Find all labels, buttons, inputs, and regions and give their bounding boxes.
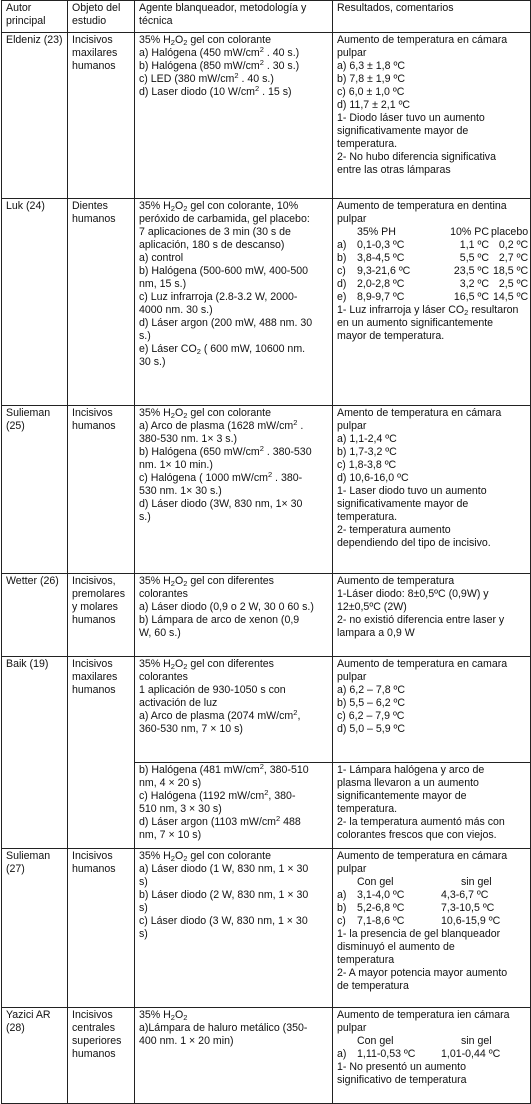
table-row — [2, 657, 531, 763]
results-cell: 1- Lámpara halógena y arco de plasma llevaron a un aumento significantemente mayor de temperatura. 2- la temperatura aumentó más con colorantes frescos que con viejos. — [333, 763, 531, 849]
object-cell: Incisivos, premolares y molares humanos — [68, 574, 135, 657]
agent-cell: 35% $H_2O_2$ gel con diferentes colorantes a) Láser diodo (0,9 o 2 W, 30 0 60 s.) b) Lámpara de arco de xenon (0,9 W, 60 s.) — [135, 574, 333, 657]
author-cell: Luk (24) — [2, 199, 68, 406]
header-results: Resultados, comentarios — [333, 1, 531, 33]
agent-cell: 35% $H_2O_2$ gel con colorante a) Halógena (450 $mW/cm^2$ . 40 s.) b) Halógena (850 $mW/cm^2$ . 30 s.) c) LED (380 $mW/cm^2$ . 40 s.) d) Laser diodo (10 $W/cm^2$ . 15 s) — [135, 33, 333, 199]
table-row — [2, 33, 531, 199]
author-cell: Baik (19) — [2, 657, 68, 849]
table-row — [2, 199, 531, 406]
object-cell: Incisivos maxilares humanos — [68, 33, 135, 199]
author-cell: Wetter (26) — [2, 574, 68, 657]
header-row — [2, 1, 531, 33]
results-cell: Aumento de temperatura en camara pulpar a) 6,2 – 7,8 ºC b) 5,5 – 6,2 ºC c) 6,2 – 7,9 ºC d) 5,0 – 5,9 ºC — [333, 657, 531, 763]
table-row — [2, 406, 531, 574]
agent-cell: b) Halógena (481 $mW/cm^2$, 380-510 nm, 4 × 20 s) c) Halógena (1192 $mW/cm^2$, 380- 510 nm, 3 × 30 s) d) Láser argon (1103 $mW/cm^2$ 488 nm, 7 × 10 s) — [135, 763, 333, 849]
agent-cell: 35% $H_2O_2$ a)Lámpara de haluro metálico (350- 400 nm. 1 × 20 min) — [135, 1008, 333, 1104]
author-cell: Eldeniz (23) — [2, 33, 68, 199]
results-grid: Con gel sin gel a) 3,1-4,0 ºC 4,3-6,7 ºC b) 5,2-6,8 ºC 7,3-10,5 ºC c) 7,1-8,6 ºC 10,6-15,9 ºC — [337, 876, 501, 927]
results-cell: Aumento de temperatura en dentina pulpar 35% PH 10% PC placebo a) 0,1-0,3 ºC 1,1 ºC 0,2 ºC b) 3,8-4,5 ºC 5,5 ºC 2,7 ºC c) 9,3-21,6 ºC 23,5 ºC 18,5 ºC d) 2,0-2,8 ºC 3,2 ºC 2,5 ºC e) 8,9-9,7 ºC 16,5 ºC 14,5 ºC 1- Luz infrarroja y láser $CO_2$ resultaron en un aumento significantemente mayor de temperatura. — [333, 199, 531, 406]
author-cell: Yazici AR (28) — [2, 1008, 68, 1104]
table-row — [2, 849, 531, 1008]
results-cell: Amento de temperatura en cámara pulpar a) 1,1-2,4 ºC b) 1,7-3,2 ºC c) 1,8-3,8 ºC d) 10,6-16,0 ºC 1- Laser diodo tuvo un aumento significativamente mayor de temperatura. 2- temperatura aumento dependiendo del tipo de incisivo. — [333, 406, 531, 574]
results-cell: Aumento de temperatura 1-Láser diodo: 8±0,5ºC (0,9W) y 12±0,5ºC (2W) 2- no existió diferencia entre laser y lampara a 0,9 W — [333, 574, 531, 657]
object-cell: Incisivos humanos — [68, 849, 135, 1008]
results-cell: Aumento de temperatura en cámara pulpar a) 6,3 ± 1,8 ºC b) 7,8 ± 1,9 ºC c) 6,0 ± 1,0 ºC d) 11,7 ± 2,1 ºC 1- Diodo láser tuvo un aumento significativamente mayor de temperatura. 2- No hubo diferencia significativa entre las otras lámparas — [333, 33, 531, 199]
results-grid: 35% PH 10% PC placebo a) 0,1-0,3 ºC 1,1 ºC 0,2 ºC b) 3,8-4,5 ºC 5,5 ºC 2,7 ºC c) 9,3-21,6 ºC 23,5 ºC 18,5 ºC d) 2,0-2,8 ºC 3,2 ºC 2,5 ºC e) 8,9-9,7 ºC 16,5 ºC 14,5 ºC — [337, 226, 529, 303]
header-object: Objeto del estudio — [68, 1, 135, 33]
table-row — [2, 1008, 531, 1104]
study-table — [1, 0, 531, 1104]
object-cell: Incisivos humanos — [68, 406, 135, 574]
agent-cell: 35% $H_2O_2$ gel con colorante a) Arco de plasma (1628 $mW/cm^2$ . 380-530 nm. 1× 3 s.) b) Halógena (650 $mW/cm^2$ . 380-530 nm. 1× 10 min.) c) Halógena ( 1000 $mW/cm^2$ . 380- 530 nm. 1× 30 s.) d) Láser diodo (3W, 830 nm, 1× 30 s.) — [135, 406, 333, 574]
agent-cell: 35% $H_2O_2$ gel con colorante a) Láser diodo (1 W, 830 nm, 1 × 30 s) b) Láser diodo (2 W, 830 nm, 1 × 30 s) c) Láser diodo (3 W, 830 nm, 1 × 30 s) — [135, 849, 333, 1008]
author-cell: Sulieman (27) — [2, 849, 68, 1008]
agent-cell: 35% $H_2O_2$ gel con diferentes colorantes 1 aplicación de 930-1050 s con activación de luz a) Arco de plasma (2074 $mW/cm^2$, 360-530 nm, 7 × 10 s) — [135, 657, 333, 763]
header-agent: Agente blanqueador, metodología y técnica — [135, 1, 333, 33]
header-author: Autor principal — [2, 1, 68, 33]
object-cell: Incisivos centrales superiores humanos — [68, 1008, 135, 1104]
author-cell: Sulieman (25) — [2, 406, 68, 574]
agent-cell: 35% $H_2O_2$ gel con colorante, 10% peróxido de carbamida, gel placebo: 7 aplicaciones de 3 min (30 s de aplicación, 180 s de descanso) a) control b) Halógena (500-600 mW, 400-500 nm, 15 s.) c) Luz infrarroja (2.8-3.2 W, 2000- 4000 nm. 30 s.) d) Láser argon (200 mW, 488 nm. 30 s.) e) Láser $CO_2$ ( 600 mW, 10600 nm. 30 s.) — [135, 199, 333, 406]
object-cell: Incisivos maxilares humanos — [68, 657, 135, 849]
results-cell: Aumento de temperatura en cámara pulpar Con gel sin gel a) 3,1-4,0 ºC 4,3-6,7 ºC b) 5,2-6,8 ºC 7,3-10,5 ºC c) 7,1-8,6 ºC 10,6-15,9 ºC 1- la presencia de gel blanqueador disminuyó el aumento de temperatura 2- A mayor potencia mayor aumento de temperatura — [333, 849, 531, 1008]
results-cell: Aumento de temperatura ien cámara pulpar Con gel sin gel a) 1,11-0,53 ºC 1,01-0,44 ºC 1- No presentó un aumento significativo de temperatura — [333, 1008, 531, 1104]
table-row — [2, 574, 531, 657]
results-grid: Con gel sin gel a) 1,11-0,53 ºC 1,01-0,44 ºC — [337, 1035, 501, 1060]
object-cell: Dientes humanos — [68, 199, 135, 406]
